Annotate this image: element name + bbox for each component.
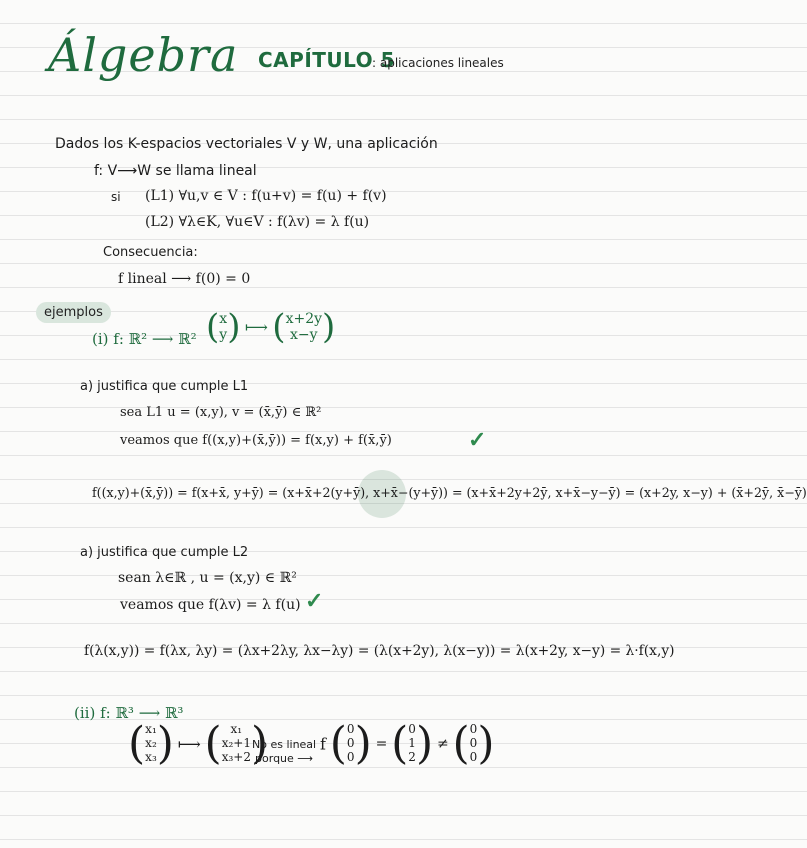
- definition-l1: (L1) ∀u,v ∈ V : f(u+v) = f(u) + f(v): [145, 188, 387, 204]
- page-title: Álgebra: [48, 28, 239, 82]
- vector-entry: x₃+2: [221, 749, 251, 764]
- not-linear-note-line: No es lineal: [252, 738, 317, 751]
- definition-intro: Dados los K-espacios vectoriales V y W, una aplicación: [55, 136, 438, 152]
- vector-entry: 0: [408, 722, 416, 737]
- vector-entry: x₃: [145, 749, 157, 764]
- definition-map: f: V⟶W se llama lineal: [94, 163, 257, 179]
- l1-veamos: veamos que f((x,y)+(x̄,ȳ)) = f(x,y) + f(x̄,ȳ): [120, 433, 392, 448]
- consequence-statement: f lineal ⟶ f(0) = 0: [118, 271, 251, 287]
- l1-proof: f((x,y)+(x̄,ȳ)) = f(x+x̄, y+ȳ) = (x+x̄+2(y+ȳ), x+x̄−(y+ȳ)) = (x+x̄+2y+2ȳ, x+x̄−y−ȳ) = (x+2y, x−y) + (x̄+2ȳ, x̄−ȳ): [92, 485, 807, 500]
- counterexample-input: [347, 723, 355, 764]
- vector-entry: y: [219, 327, 228, 343]
- example-2-mapping: ( x₁ x₂ x₃ ) ⟼ ( x₁ x₂+1 x₃+2 ): [128, 718, 269, 769]
- l1-heading: a) justifica que cumple L1: [80, 379, 249, 394]
- counterexample-output: [408, 723, 416, 764]
- consequence-label: Consecuencia:: [103, 245, 198, 260]
- not-linear-note: [252, 738, 316, 767]
- example-2-output-vector: [222, 723, 251, 764]
- vector-entry: 0: [469, 722, 478, 737]
- vector-entry: x: [219, 310, 228, 327]
- definition-si: si: [111, 190, 121, 204]
- counterexample: f ( 0 0 0 ) = ( 0 1 2 ) ≠ ( 0 0 0 ): [320, 718, 495, 769]
- example-1-label: (i) f: ℝ² ⟶ ℝ²: [92, 330, 197, 348]
- definition-l2: (L2) ∀λ∈K, ∀u∈V : f(λv) = λ f(u): [145, 214, 370, 230]
- l1-sea: sea L1 u = (x,y), v = (x̄,ȳ) ∈ ℝ²: [120, 405, 322, 420]
- vector-entry: x₂+1: [221, 736, 251, 751]
- vector-entry: 1: [408, 736, 416, 751]
- vector-entry: x+2y: [285, 310, 323, 327]
- vector-entry: x₁: [230, 722, 243, 737]
- vector-entry: 0: [469, 736, 478, 751]
- zero-vector: [470, 723, 478, 764]
- example-1-output-vector: [286, 311, 322, 343]
- example-2-input-vector: [145, 723, 157, 764]
- l2-sean: sean λ∈ℝ , u = (x,y) ∈ ℝ²: [118, 570, 297, 586]
- example-2-label: (ii) f: ℝ³ ⟶ ℝ³: [74, 704, 184, 722]
- l2-checkmark: ✓: [305, 588, 324, 614]
- vector-entry: 2: [408, 749, 416, 764]
- vector-entry: x₁: [145, 722, 157, 737]
- vector-entry: 0: [469, 749, 478, 764]
- vector-entry: 0: [346, 749, 355, 764]
- examples-badge: ejemplos: [36, 302, 111, 323]
- l2-proof: f(λ(x,y)) = f(λx, λy) = (λx+2λy, λx−λy) = (λ(x+2y), λ(x−y)) = λ(x+2y, x−y) = λ·f(x,y): [84, 643, 675, 659]
- l2-heading: a) justifica que cumple L2: [80, 545, 249, 560]
- vector-entry: 0: [346, 736, 355, 751]
- vector-entry: x₂: [145, 736, 157, 751]
- example-1-input-vector: [219, 311, 227, 343]
- vector-entry: 0: [346, 722, 355, 737]
- l1-checkmark: ✓: [468, 427, 487, 453]
- chapter-subtitle: : aplicaciones lineales: [372, 56, 504, 70]
- not-linear-note-line: porque ⟶: [255, 752, 314, 766]
- l2-veamos: veamos que f(λv) = λ f(u): [120, 597, 301, 613]
- chapter-heading: CAPÍTULO 5: [258, 48, 396, 72]
- example-1-mapping: ( x y ) ⟼ ( x+2y x−y ): [206, 307, 336, 347]
- vector-entry: x−y: [290, 327, 318, 343]
